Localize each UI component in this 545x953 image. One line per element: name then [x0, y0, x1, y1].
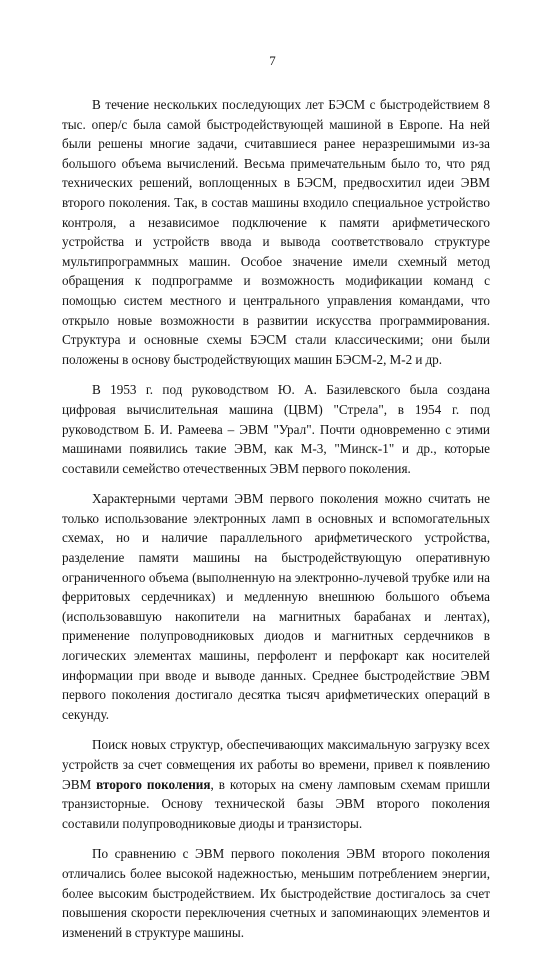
- paragraph-strela-ural: В 1953 г. под руководством Ю. А. Базилевского была создана цифровая вычислительная машина (ЦВМ) "Стрела", в 1954 г. под руководством Б. И. Рамеева – ЭВМ "Урал". Почти одновременно с этими машинами появились такие ЭВМ, как М-3, "Минск-1" и др., которые составили семейство отечественных ЭВМ первого поколения.: [62, 382, 490, 476]
- paragraph-second-generation-intro: [62, 735, 490, 833]
- second-generation-term: второго поколения: [96, 776, 211, 792]
- page-number: 7: [269, 53, 276, 68]
- paragraph-first-generation-features: Характерными чертами ЭВМ первого поколения можно считать не только использование электронных ламп в основных и вспомогательных схемах, но и наличие параллельного арифметического устройства, разделение памяти машины на быстродействующую оперативную ограниченного объема (выполненную на электронно-лучевой трубке или на ферритовых сердечниках) и медленную внешнюю большого объема (использовавшую накопители на магнитных барабанах и лентах), применение полупроводниковых диодов и магнитных сердечников в логических элементах машины, перфолент и перфокарт как носителей информации при вводе и выводе данных. Среднее быстродействие ЭВМ первого поколения достигало десятка тысяч арифметических операций в секунду.: [62, 491, 490, 722]
- paragraph-besm: В течение нескольких последующих лет БЭСМ с быстродействием 8 тыс. опер/с была самой быстродействующей машиной в Европе. На ней были решены многие задачи, считавшиеся ранее неразрешимыми из-за большого объема вычислений. Весьма примечательным было то, что ряд технических решений, воплощенных в БЭСМ, предвосхитил идеи ЭВМ второго поколения. Так, в состав машины входило специальное устройство контроля, а независимое подключение к памяти арифметического устройства и устройств ввода и вывода соответствовало структуре мультипрограммных машин. Особое значение имели схемный метод обращения к подпрограмме и возможность модификации команд с помощью систем местного и центрального управления командами, что открыло новые возможности в развитии искусства программирования. Структура и основные схемы БЭСМ стали классическими; они были положены в основу быстродействующих машин БЭСМ-2, М-2 и др.: [62, 97, 490, 367]
- paragraph-second-generation-text-before: Поиск новых структур, обеспечивающих максимальную загрузку всех устройств за счет совмещения их работы во времени, привел к появлению ЭВМ: [62, 737, 490, 792]
- body-text: [62, 95, 490, 953]
- paragraph-second-generation-comparison: По сравнению с ЭВМ первого поколения ЭВМ второго поколения отличались более высокой надежностью, меньшим потреблением энергии, более высоким быстродействием. Их быстродействие достигалось за счет повышения скорости переключения счетных и запоминающих элементов и изменений в структуре машины.: [62, 846, 490, 940]
- paragraph-second-generation-text-after: , в которых на смену ламповым схемам пришли транзисторные. Основу технической базы ЭВМ второго поколения составили полупроводниковые диоды и транзисторы.: [62, 776, 491, 831]
